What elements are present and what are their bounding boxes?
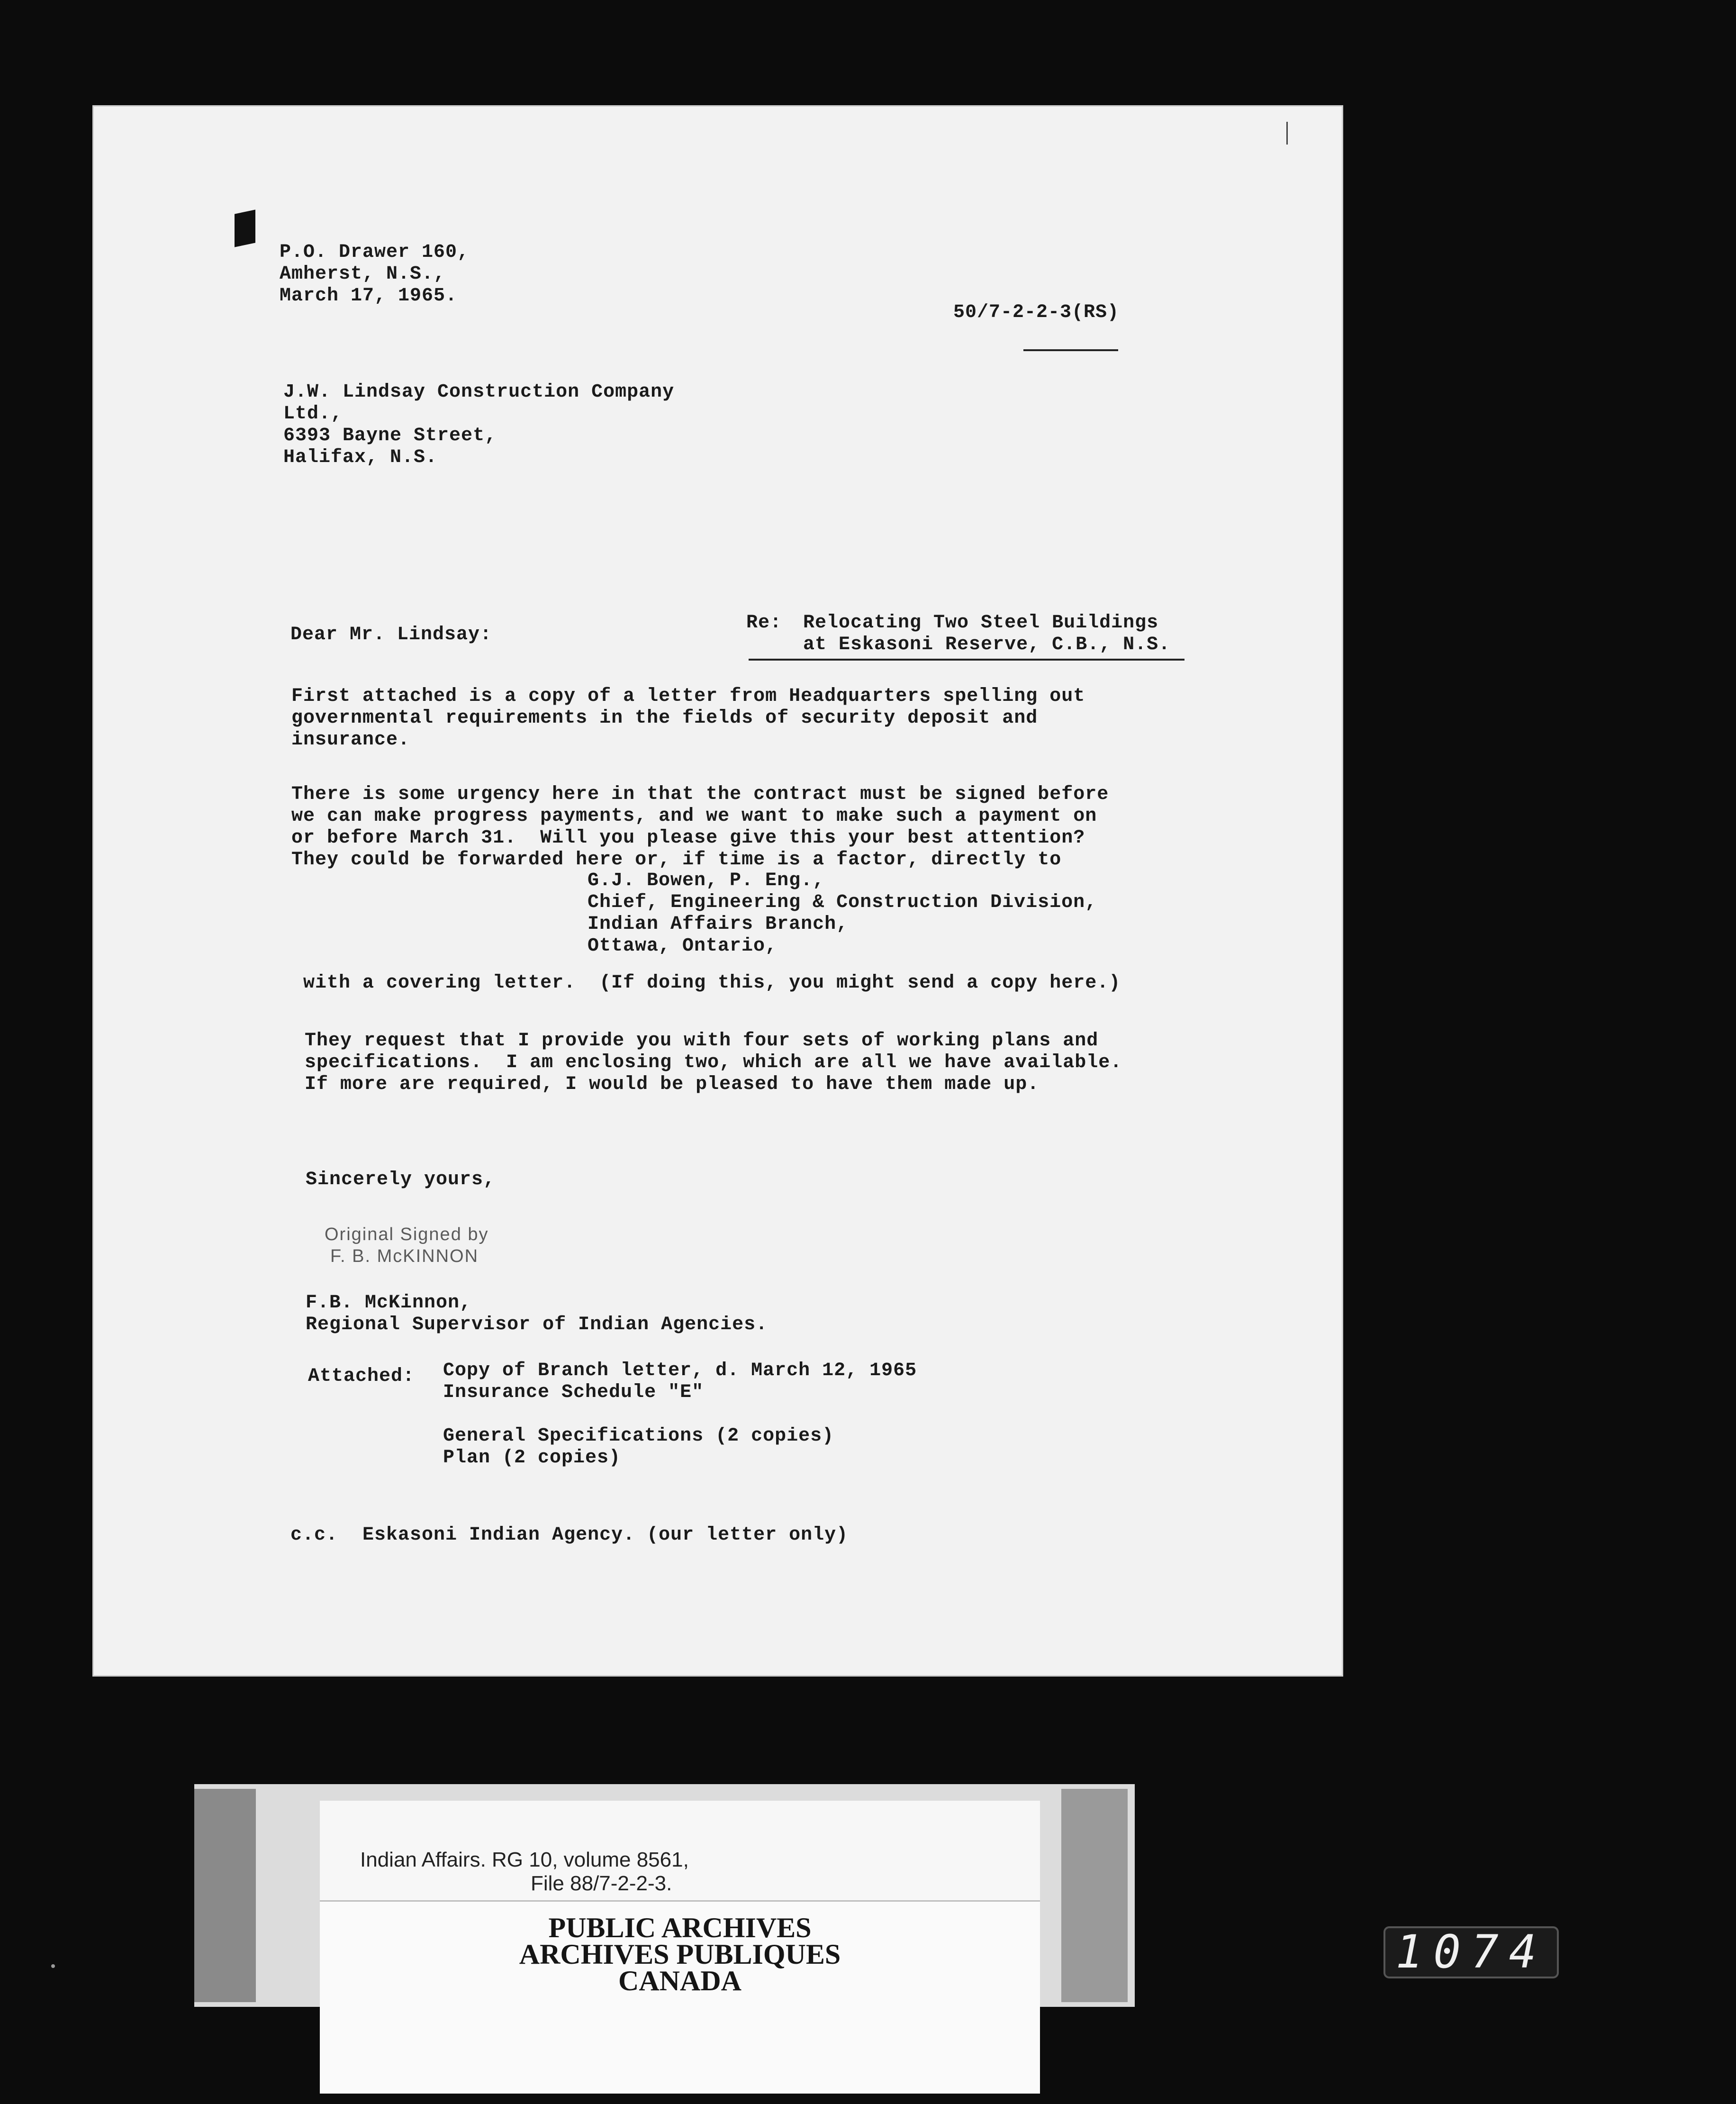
cc-label: c.c. — [290, 1524, 338, 1546]
archive-strip-right-edge — [1061, 1789, 1128, 2002]
subject-line: Relocating Two Steel Buildings — [803, 612, 1159, 634]
archive-institution: PUBLIC ARCHIVES ARCHIVES PUBLIQUES CANADA — [519, 1912, 841, 1996]
sender-address-line: P.O. Drawer 160, — [280, 242, 470, 263]
subject-line: at Eskasoni Reserve, C.B., N.S. — [803, 634, 1171, 655]
recipient-line: Ltd., — [283, 403, 343, 425]
paragraph-1: First attached is a copy of a letter from Headquarters spelling out governmental requirements in the fields of security deposit and insurance. — [291, 686, 1085, 751]
paragraph-2: There is some urgency here in that the contract must be signed before we can make progress payments, and we want to make such a payment on or before March 31. Will you please give this your best attention? They could be forwarded here or, if time is a factor, directly to — [291, 784, 1109, 871]
subject-label: Re: — [746, 612, 782, 634]
sender-address-line: Amherst, N.S., — [280, 263, 446, 285]
recipient-address — [283, 381, 674, 469]
signer-block: F.B. McKinnon, Regional Supervisor of Indian Agencies. — [306, 1292, 768, 1335]
cc-text: Eskasoni Indian Agency. (our letter only) — [362, 1524, 849, 1546]
archive-strip-left-edge — [194, 1789, 256, 2002]
frame-counter: 1074 — [1383, 1926, 1559, 1978]
recipient-line: J.W. Lindsay Construction Company — [283, 381, 675, 403]
salutation: Dear Mr. Lindsay: — [290, 624, 492, 645]
film-speck — [51, 1964, 55, 1968]
closing: Sincerely yours, — [306, 1169, 496, 1190]
attached-label: Attached: — [308, 1366, 415, 1387]
paragraph-3: They request that I provide you with four sets of working plans and specifications. I am enclosing two, which are all we have available. If more are required, I would be pleased to have them made up. — [305, 1030, 1122, 1095]
recipient-line: 6393 Bayne Street, — [283, 425, 497, 446]
signature-stamp: Original Signed by F. B. McKINNON — [325, 1224, 489, 1266]
sender-address — [280, 242, 469, 307]
attached-item: Insurance Schedule "E" — [443, 1382, 704, 1403]
file-reference-underline — [1023, 349, 1118, 351]
file-reference: 50/7-2-2-3(RS) — [953, 302, 1120, 323]
subject-underline — [749, 659, 1184, 661]
archive-reference: Indian Affairs. RG 10, volume 8561, File 88/7-2-2-3. — [360, 1848, 689, 1895]
forwarding-address: G.J. Bowen, P. Eng., Chief, Engineering & Construction Division, Indian Affairs Branch, Ottawa, Ontario, — [588, 870, 1097, 957]
attached-item — [443, 1404, 917, 1425]
sender-address-line: March 17, 1965. — [280, 285, 458, 307]
edge-tick — [1286, 122, 1288, 145]
attached-item: General Specifications (2 copies) — [443, 1425, 834, 1447]
subject-lines — [803, 612, 1170, 656]
attached-item: Plan (2 copies) — [443, 1447, 621, 1469]
paragraph-2-end: with a covering letter. (If doing this, you might send a copy here.) — [303, 972, 1121, 994]
attached-list — [443, 1360, 917, 1469]
corner-mark — [235, 209, 255, 247]
attached-item: Copy of Branch letter, d. March 12, 1965 — [443, 1360, 917, 1381]
recipient-line: Halifax, N.S. — [283, 447, 438, 468]
letter-page — [92, 105, 1343, 1677]
